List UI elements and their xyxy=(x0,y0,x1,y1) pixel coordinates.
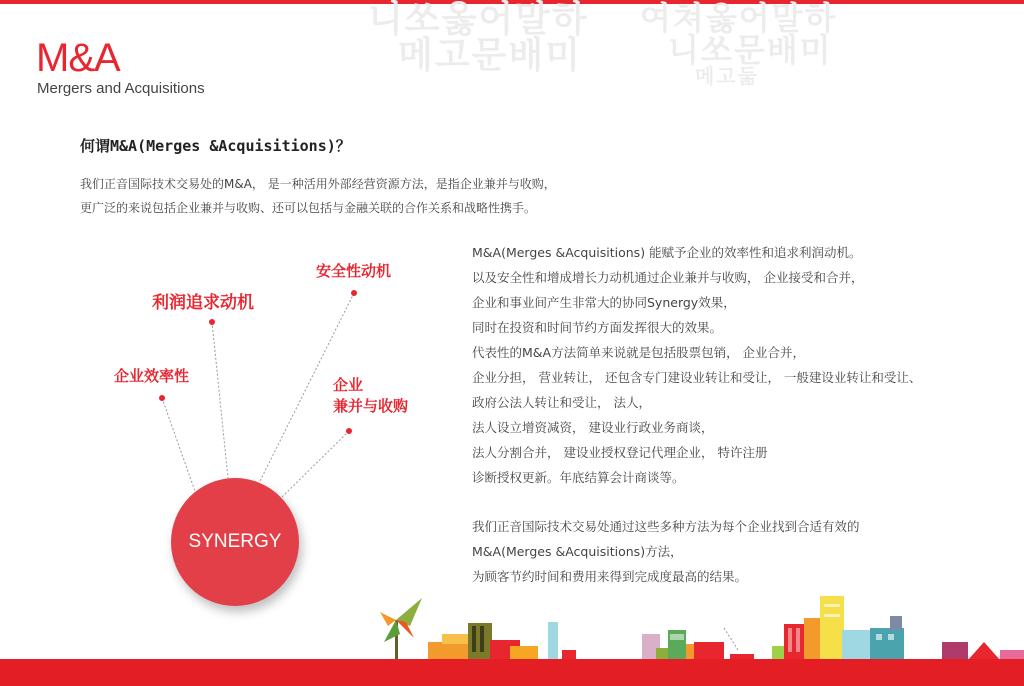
description-line: 法人分割合并， 建设业授权登记代理企业， 特许注册 xyxy=(472,445,768,460)
pinwheel-icon xyxy=(380,598,422,660)
description-line: 诊断授权更新。年底结算会计商谈等。 xyxy=(472,470,685,485)
brand-logo-title: M&A xyxy=(36,36,120,80)
synergy-label: SYNERGY xyxy=(188,531,282,552)
description-line: 政府公法人转让和受让， 法人， xyxy=(472,395,651,410)
intro-line: 更广泛的来说包括企业兼并与收购、还可以包括与金融关联的合作关系和战略性携手。 xyxy=(80,201,537,215)
description-line: 代表性的M&A方法简单来说就是包括股票包销， 企业合并， xyxy=(472,345,806,360)
dot-merger xyxy=(346,428,352,434)
dot-profit xyxy=(209,319,215,325)
connector-efficiency xyxy=(162,398,196,494)
motive-profit: 利润追求动机 xyxy=(152,293,254,313)
description-line: 我们正音国际技术交易处通过这些多种方法为每个企业找到合适有效的 xyxy=(472,519,860,534)
description-line: 企业分担， 营业转让， 还包含专门建设业转让和受让， 一般建设业转让和受让、 xyxy=(472,370,922,385)
cityscape-illustration xyxy=(370,590,1024,660)
motive-merger-line: 兼并与收购 xyxy=(333,397,409,415)
watermark-text-left: 니쏘옳어말하 메고문배미 xyxy=(368,0,589,76)
motive-merger xyxy=(333,375,408,417)
watermark-text-right: 여쳐옳어말하 니쏘문배미 메고둚 xyxy=(640,0,838,88)
description-line: 为顾客节约时间和费用来得到完成度最高的结果。 xyxy=(472,569,748,584)
synergy-diagram xyxy=(100,250,430,620)
description-line: M&A(Merges &Acquisitions) 能赋予企业的效率性和追求利润动机。 xyxy=(472,245,862,260)
dot-safety xyxy=(351,290,357,296)
description-line: 以及安全性和增成增长力动机通过企业兼并与收购， 企业接受和合并， xyxy=(472,270,864,285)
dot-efficiency xyxy=(159,395,165,401)
description-text xyxy=(472,240,921,589)
description-line: 同时在投资和时间节约方面发挥很大的效果。 xyxy=(472,320,723,335)
connector-profit xyxy=(212,322,228,478)
bottom-accent-bar xyxy=(0,659,1024,686)
connector-merger xyxy=(282,431,349,497)
description-line: 企业和事业间产生非常大的协同Synergy效果， xyxy=(472,295,736,310)
intro-line: 我们正音国际技术交易处的M&A， 是一种活用外部经营资源方法，是指企业兼并与收购， xyxy=(80,177,556,191)
intro-text xyxy=(80,172,556,220)
description-line: 法人设立增资减资， 建设业行政业务商谈， xyxy=(472,420,714,435)
motive-merger-line: 企业 xyxy=(333,376,364,394)
brand-subtitle: Mergers and Acquisitions xyxy=(37,80,205,97)
motive-efficiency: 企业效率性 xyxy=(114,367,190,385)
synergy-circle xyxy=(171,478,299,606)
top-accent-bar xyxy=(0,0,1024,4)
description-line: M&A(Merges &Acquisitions)方法， xyxy=(472,544,683,559)
motive-safety: 安全性动机 xyxy=(316,262,392,280)
section-heading: 何谓M&A(Merges &Acquisitions)？ xyxy=(80,137,351,155)
